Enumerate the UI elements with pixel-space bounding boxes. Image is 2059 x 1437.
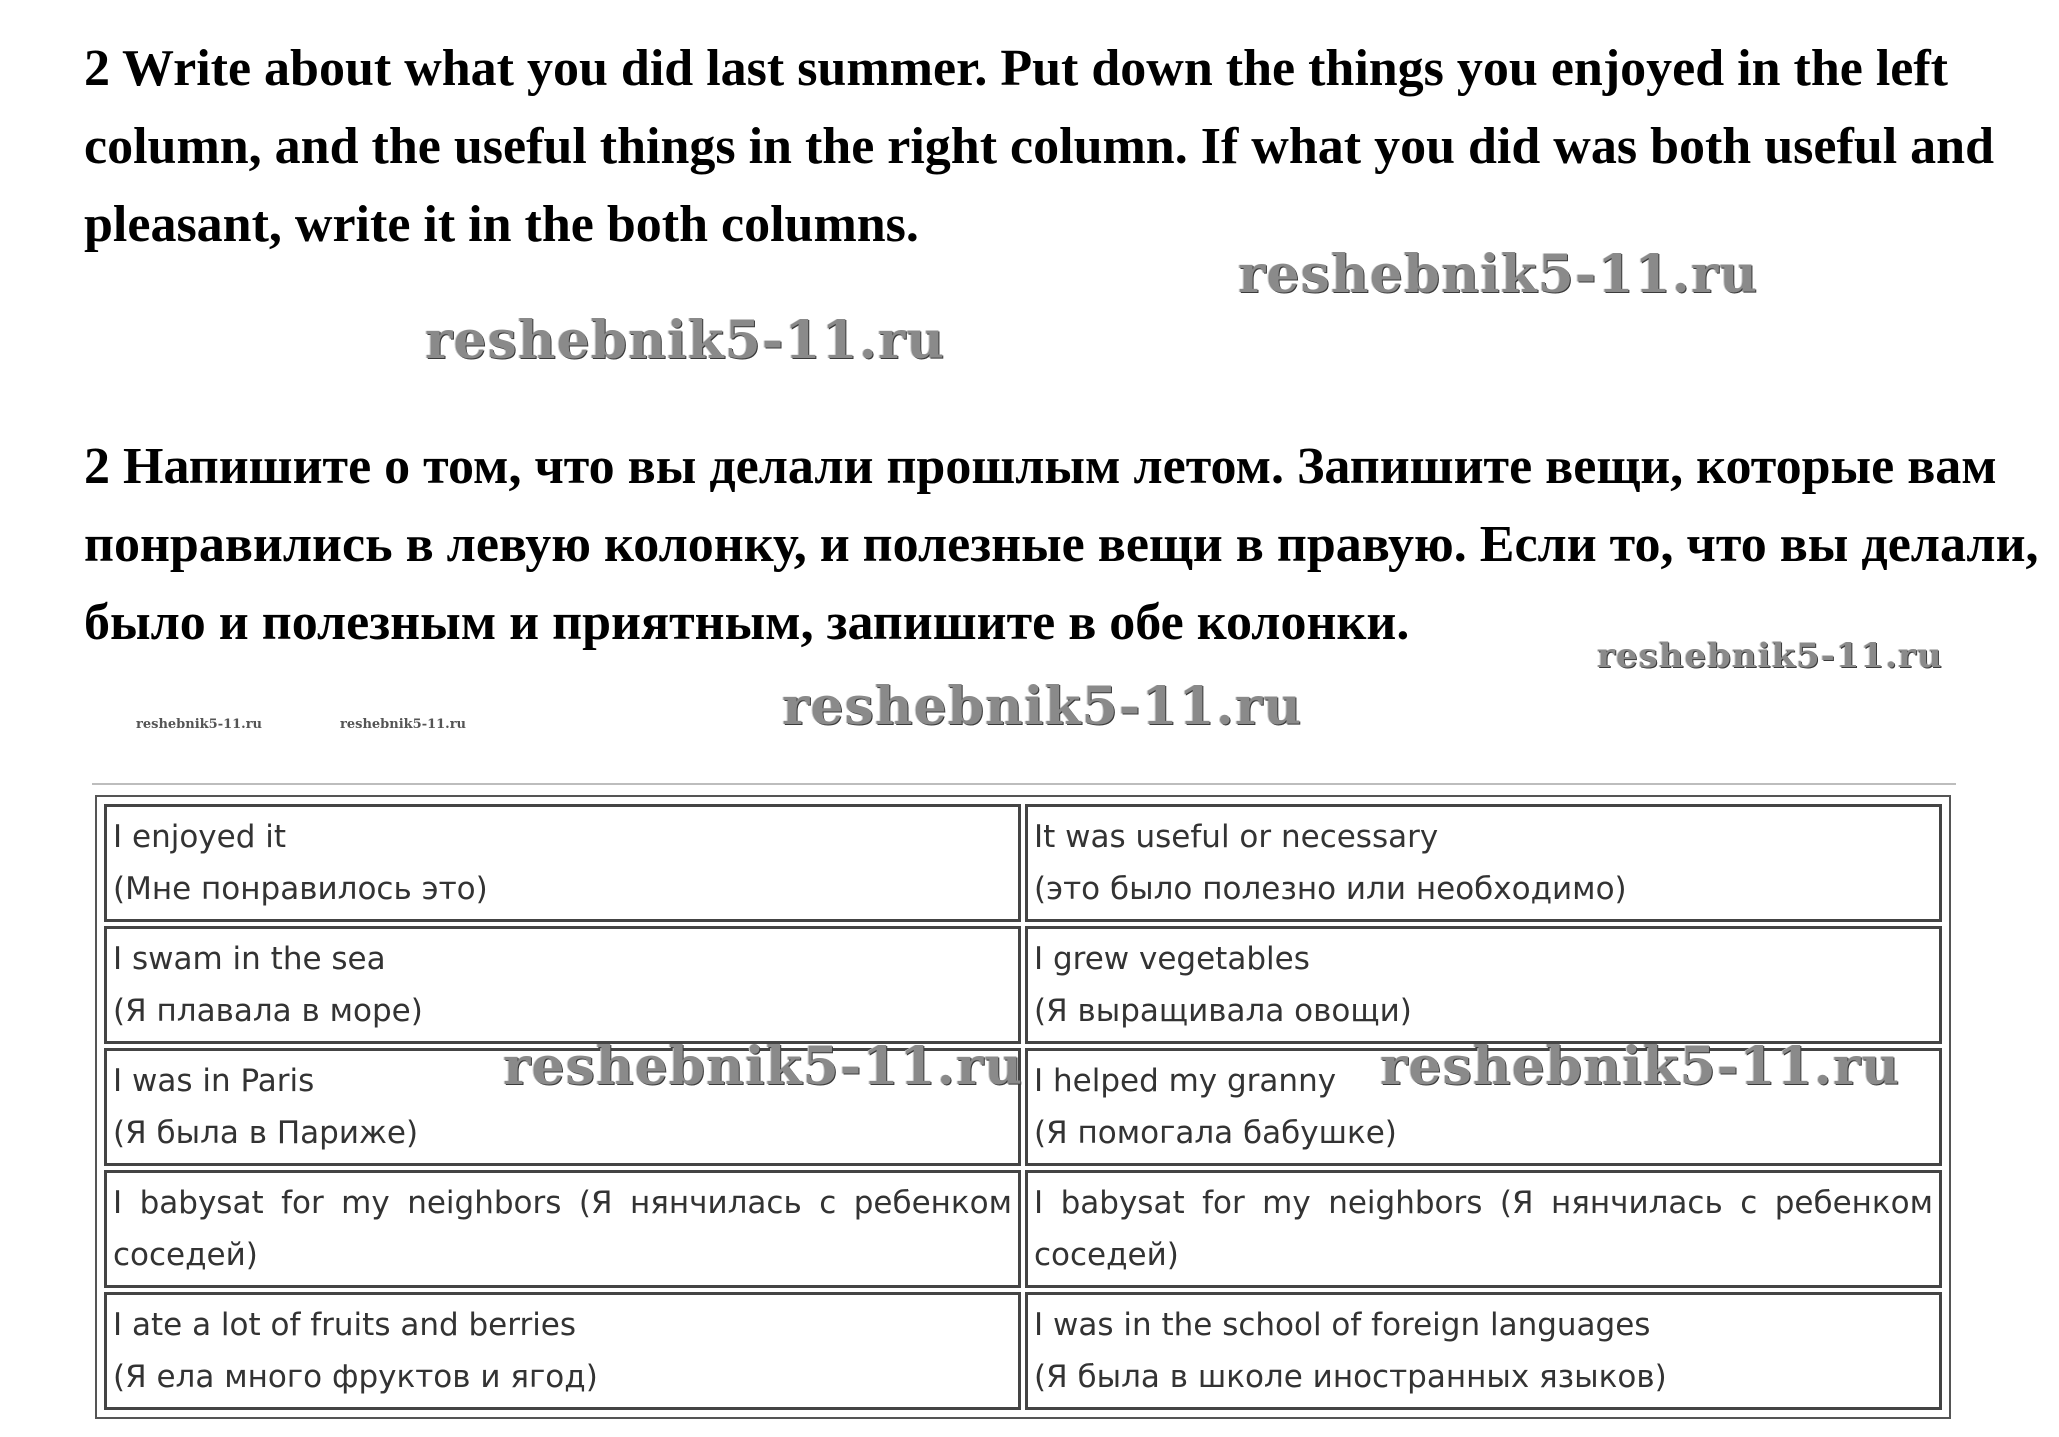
watermark: reshebnik5-11.ru xyxy=(1238,244,1759,305)
cell-text-en: I enjoyed it xyxy=(113,819,287,855)
activities-table xyxy=(100,800,1946,1414)
watermark: reshebnik5-11.ru xyxy=(1597,636,1943,676)
watermark: reshebnik5-11.ru xyxy=(503,1036,1024,1097)
cell-text-en: I ate a lot of fruits and berries xyxy=(113,1307,577,1343)
summer-activities-table xyxy=(95,795,1951,1419)
table-cell xyxy=(1025,1170,1942,1288)
cell-text-ru: (Я ела много фруктов и ягод) xyxy=(113,1359,598,1395)
cell-text-en: I was in the school of foreign languages xyxy=(1034,1307,1651,1343)
table-cell xyxy=(104,1170,1021,1288)
cell-text-en: I helped my granny xyxy=(1034,1063,1337,1099)
table-cell xyxy=(104,1292,1021,1410)
cell-text-en: It was useful or necessary xyxy=(1034,819,1439,855)
table-cell xyxy=(1025,926,1942,1044)
watermark: reshebnik5-11.ru xyxy=(340,717,467,732)
cell-text-ru: (Мне понравилось это) xyxy=(113,871,488,907)
divider xyxy=(92,783,1956,785)
cell-text-en: I babysat for my neighbors (Я нянчилась с ребенком соседей) xyxy=(1034,1185,1933,1273)
table-cell xyxy=(1025,1292,1942,1410)
cell-text-en: I was in Paris xyxy=(113,1063,315,1099)
table-cell xyxy=(1025,804,1942,922)
cell-text-ru: (Я была в школе иностранных языков) xyxy=(1034,1359,1667,1395)
task-text-russian: 2 Напишите о том, что вы делали прошлым летом. Запишите вещи, которые вам понравились в левую колонку, и полезные вещи в правую. Если то, что вы делали, было и полезным и приятным, запишите в обе колонки. xyxy=(84,438,2039,651)
table-cell xyxy=(104,804,1021,922)
watermark: reshebnik5-11.ru xyxy=(782,676,1303,737)
table-header-row xyxy=(104,804,1942,922)
cell-text-en: I grew vegetables xyxy=(1034,941,1310,977)
table-row xyxy=(104,1170,1942,1288)
table-cell xyxy=(104,926,1021,1044)
cell-text-ru: (это было полезно или необходимо) xyxy=(1034,871,1627,907)
cell-text-ru: (Я выращивала овощи) xyxy=(1034,993,1412,1029)
watermark: reshebnik5-11.ru xyxy=(425,310,946,371)
cell-text-ru: (Я плавала в море) xyxy=(113,993,423,1029)
watermark: reshebnik5-11.ru xyxy=(136,717,263,732)
table-row xyxy=(104,1292,1942,1410)
table-row xyxy=(104,926,1942,1044)
cell-text-en: I babysat for my neighbors (Я нянчилась с ребенком соседей) xyxy=(113,1185,1012,1273)
cell-text-ru: (Я помогала бабушке) xyxy=(1034,1115,1397,1151)
task-text-english: 2 Write about what you did last summer. Put down the things you enjoyed in the left column, and the useful things in the right column. If what you did was both useful and pleasant, write it in the both columns. xyxy=(84,40,1994,253)
cell-text-ru: (Я была в Париже) xyxy=(113,1115,419,1151)
watermark: reshebnik5-11.ru xyxy=(1380,1036,1901,1097)
cell-text-en: I swam in the sea xyxy=(113,941,386,977)
